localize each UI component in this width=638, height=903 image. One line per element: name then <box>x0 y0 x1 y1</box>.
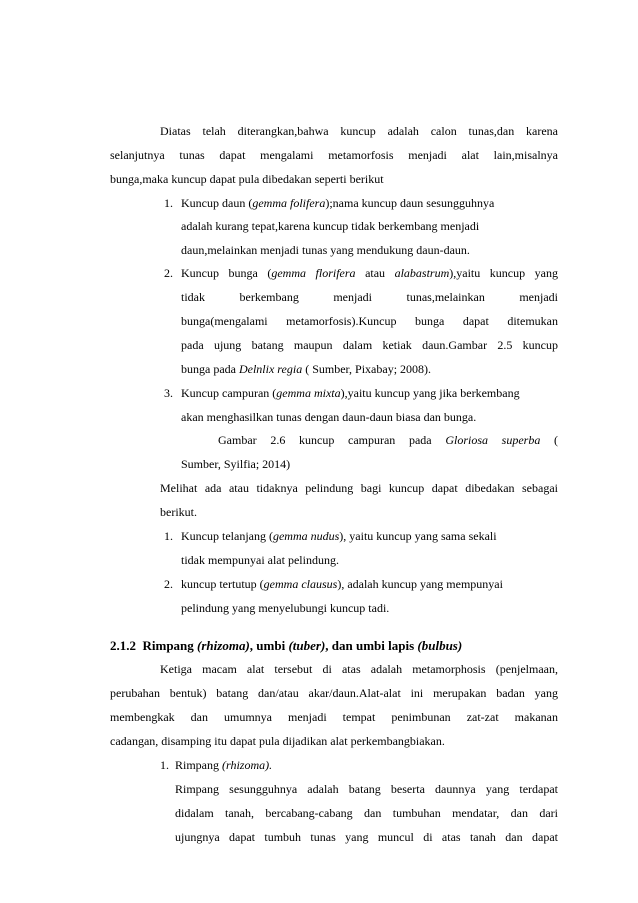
list-item-line: Kuncup bunga (gemma florifera atau alabastrum),yaitu kuncup yang <box>181 266 558 280</box>
list-item-line: bunga(mengalami metamorfosis).Kuncup bunga dapat ditemukan <box>181 314 558 328</box>
list-number: 2. <box>164 266 173 280</box>
list-number: 1. <box>164 196 173 210</box>
list-item-line: tidak berkembang menjadi tunas,melainkan menjadi <box>181 290 558 304</box>
paragraph-line: Diatas telah diterangkan,bahwa kuncup adalah calon tunas,dan karena <box>160 124 558 138</box>
list-item-line: pada ujung batang maupun dalam ketiak daun.Gambar 2.5 kuncup <box>181 338 558 352</box>
list-item-line: Rimpang sesungguhnya adalah batang beserta daunnya yang terdapat <box>175 782 558 796</box>
list-item-line: Rimpang (rhizoma). <box>175 758 273 772</box>
paragraph-line: cadangan, disamping itu dapat pula dijadikan alat perkembangbiakan. <box>110 734 445 748</box>
paragraph-line: berikut. <box>160 505 197 519</box>
paragraph-line: membengkak dan umumnya menjadi tempat penimbunan zat-zat makanan <box>110 710 558 724</box>
paragraph-line: Melihat ada atau tidaknya pelindung bagi kuncup dapat dibedakan sebagai <box>160 481 558 495</box>
list-number: 2. <box>164 577 173 591</box>
list-item-line: Kuncup campuran (gemma mixta),yaitu kuncup yang jika berkembang <box>181 386 520 400</box>
list-item-line: tidak mempunyai alat pelindung. <box>181 553 339 567</box>
paragraph-line: bunga,maka kuncup dapat pula dibedakan seperti berikut <box>110 172 384 186</box>
list-item-line: daun,melainkan menjadi tunas yang mendukung daun-daun. <box>181 243 470 257</box>
list-item-line: Sumber, Syilfia; 2014) <box>181 457 291 471</box>
paragraph-line: selanjutnya tunas dapat mengalami metamorfosis menjadi alat lain,misalnya <box>110 148 558 162</box>
list-number: 3. <box>164 386 173 400</box>
list-item-line: Gambar 2.6 kuncup campuran pada Gloriosa superba ( <box>218 433 558 447</box>
section-heading: 2.1.2 Rimpang (rhizoma), umbi (tuber), dan umbi lapis (bulbus) <box>110 638 463 653</box>
list-item-line: adalah kurang tepat,karena kuncup tidak berkembang menjadi <box>181 219 480 233</box>
list-item-line: kuncup tertutup (gemma clausus), adalah kuncup yang mempunyai <box>181 577 503 591</box>
list-item-line: akan menghasilkan tunas dengan daun-daun biasa dan bunga. <box>181 410 477 424</box>
list-number: 1. <box>160 758 169 772</box>
paragraph-line: perubahan bentuk) batang dan/atau akar/daun.Alat-alat ini merupakan badan yang <box>110 686 558 700</box>
list-item-line: didalam tanah, bercabang-cabang dan tumbuhan mendatar, dan dari <box>175 806 558 820</box>
list-item-line: pelindung yang menyelubungi kuncup tadi. <box>181 601 390 615</box>
list-item-line: Kuncup telanjang (gemma nudus), yaitu kuncup yang sama sekali <box>181 529 497 543</box>
list-number: 1. <box>164 529 173 543</box>
list-item-line: bunga pada Delnlix regia ( Sumber, Pixabay; 2008). <box>181 362 432 376</box>
list-item-line: Kuncup daun (gemma folifera);nama kuncup daun sesungguhnya <box>181 196 495 210</box>
paragraph-line: Ketiga macam alat tersebut di atas adalah metamorphosis (penjelmaan, <box>160 662 558 676</box>
list-item-line: ujungnya dapat tumbuh tunas yang muncul di atas tanah dan dapat <box>175 830 558 844</box>
